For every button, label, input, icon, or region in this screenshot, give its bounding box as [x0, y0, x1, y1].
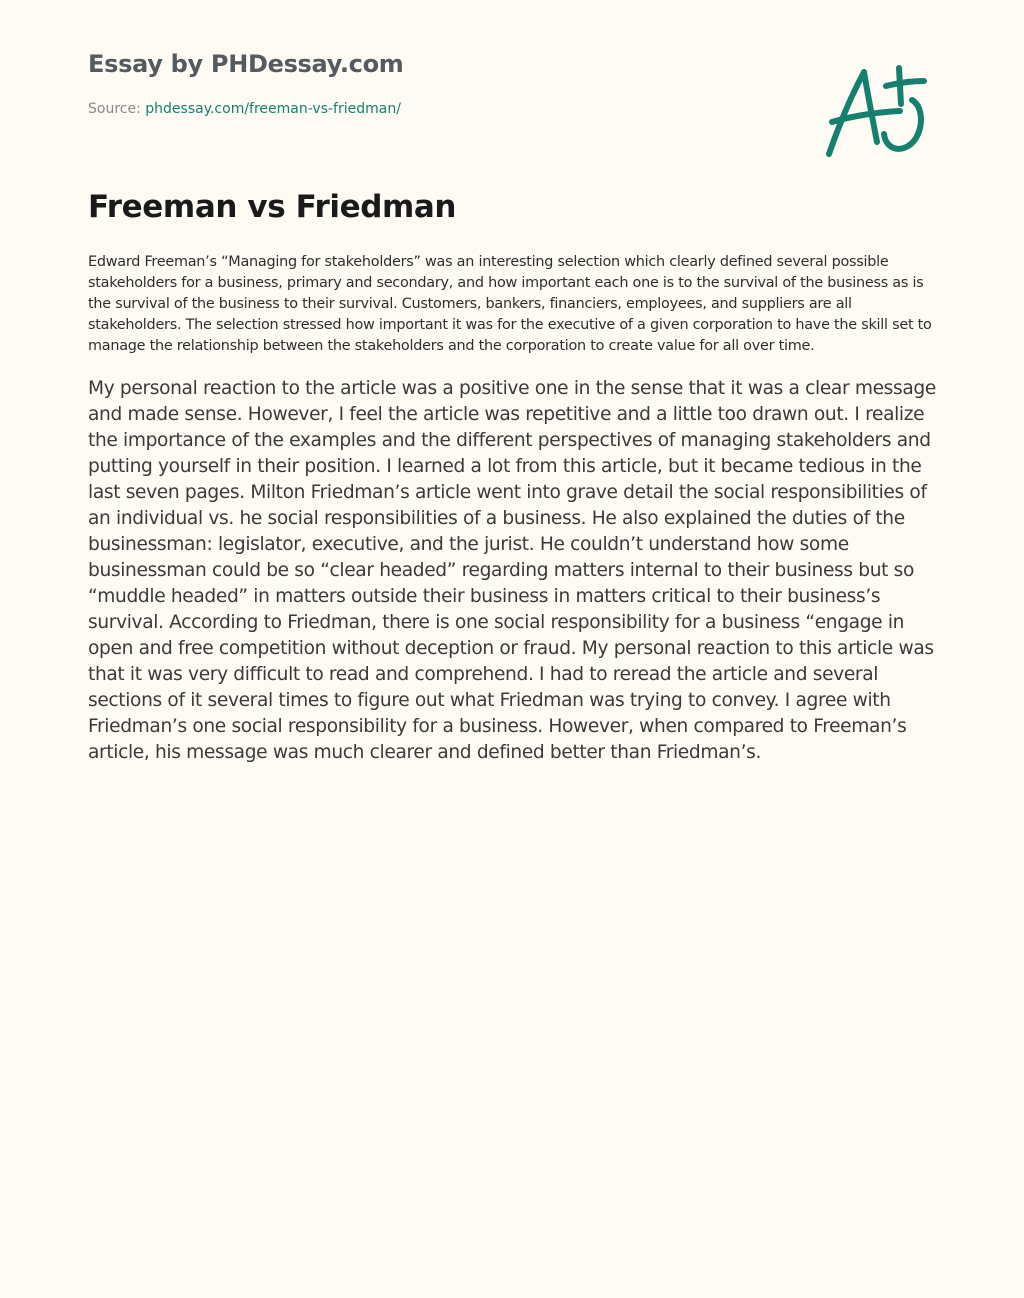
essay-paragraph-summary: Edward Freeman’s “Managing for stakeholders” was an interesting selection which clearly defined several possible stakeholders for a business, primary and secondary, and how important each one is to the survival of the business as is the survival of the business to their survival. Customers, bankers, financiers, employees, and suppliers are all stakeholders. The selection stressed how important it was for the executive of a given corporation to have the skill set to manage the relationship between the stakeholders and the corporation to create value for all over time. [88, 254, 932, 354]
a-plus-grade-icon [820, 62, 930, 162]
essay-title: Freeman vs Friedman [88, 189, 457, 225]
essay-paragraph-reaction: My personal reaction to the article was a positive one in the sense that it was a clear message and made sense. However, I feel the article was repetitive and a little too drawn out. I realize the importance of the examples and the different perspectives of managing stakeholders and putting yourself in their position. I learned a lot from this article, but it became tedious in the last seven pages. Milton Friedman’s article went into grave detail the social responsibilities of an individual vs. he social responsibilities of a business. He also explained the duties of the businessman: legislator, executive, and the jurist. He couldn’t understand how some businessman could be so “clear headed” regarding matters internal to their business but so “muddle headed” in matters outside their business in matters critical to their business’s survival. According to Friedman, there is one social responsibility for a business “engage in open and free competition without deception or fraud. My personal reaction to this article was that it was very difficult to read and comprehend. I had to reread the article and several sections of it several times to figure out what Friedman was trying to convey. I agree with Friedman’s one social responsibility for a business. However, when compared to Freeman’s article, his message was much clearer and defined better than Friedman’s. [88, 378, 936, 763]
source-link[interactable]: phdessay.com/freeman-vs-friedman/ [145, 101, 401, 117]
source-label: Source: [88, 101, 146, 117]
source-line [88, 101, 401, 117]
site-title: Essay by PHDessay.com [88, 50, 404, 78]
